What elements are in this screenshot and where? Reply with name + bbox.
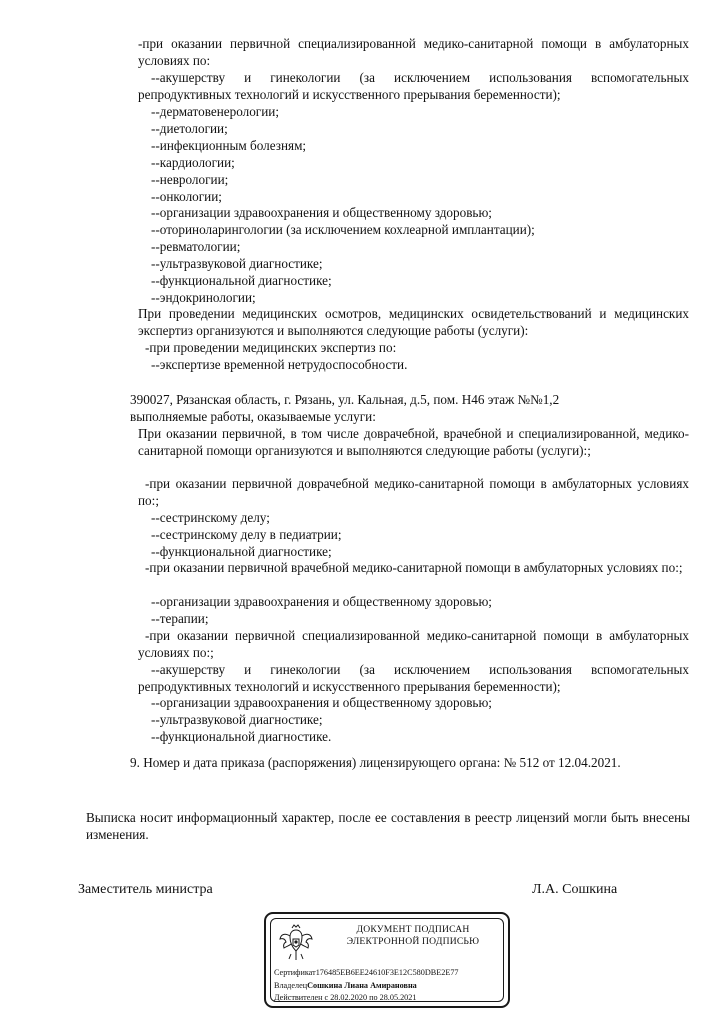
certificate-value: 176485EB6EE24610F3E12C580DBE2E77 bbox=[315, 968, 459, 977]
validity-row: Действителен с 28.02.2020 по 28.05.2021 bbox=[274, 993, 417, 1003]
exams-intro: При проведении медицинских осмотров, медицинских освидетельствований и медицинских экспертиз организуются и выполняются следующие работы (услуги): bbox=[138, 306, 689, 338]
care-intro: При оказании первичной, в том числе доврачебной, врачебной и специализированной, медико-санитарной помощи организуются и выполняются следующие работы (услуги):; bbox=[138, 426, 689, 458]
address-line: 390027, Рязанская область, г. Рязань, ул. Кальная, д.5, пом. Н46 этаж №№1,2 bbox=[130, 392, 560, 407]
certificate-label: Сертификат bbox=[274, 968, 316, 977]
owner-label: Владелец bbox=[274, 980, 308, 990]
certificate-row bbox=[274, 967, 506, 980]
notice: Выписка носит информационный характер, после ее составления в реестр лицензий могли быть внесены изменения. bbox=[86, 810, 690, 842]
list-item: --дерматовенерологии; bbox=[151, 104, 279, 119]
list-item: --ультразвуковой диагностике; bbox=[151, 256, 323, 271]
list-item: --инфекционным болезням; bbox=[151, 138, 307, 153]
list-item: --терапии; bbox=[151, 611, 209, 626]
list-item: --организации здравоохранения и общественному здоровью; bbox=[151, 695, 492, 710]
order-line: 9. Номер и дата приказа (распоряжения) лицензирующего органа: № 512 от 12.04.2021. bbox=[130, 755, 621, 770]
owner-row bbox=[274, 980, 506, 993]
medical-care-intro: -при оказании первичной врачебной медико-санитарной помощи в амбулаторных условиях по:; bbox=[145, 560, 683, 575]
list-item: --функциональной диагностике; bbox=[151, 273, 332, 288]
stamp-title-line2: ЭЛЕКТРОННОЙ ПОДПИСЬЮ bbox=[346, 936, 480, 947]
list-item: --ультразвуковой диагностике; bbox=[151, 712, 323, 727]
list-item: --функциональной диагностике. bbox=[151, 729, 332, 744]
list-item: --сестринскому делу; bbox=[151, 510, 270, 525]
coat-of-arms-icon bbox=[278, 924, 314, 962]
list-item: --неврологии; bbox=[151, 172, 229, 187]
premedical-care-intro: -при оказании первичной доврачебной медико-санитарной помощи в амбулаторных условиях по:; bbox=[138, 476, 689, 508]
stamp-title-line1: ДОКУМЕНТ ПОДПИСАН bbox=[356, 924, 470, 935]
list-item: --акушерству и гинекологии (за исключением использования вспомогательных репродуктивных технологий и искусственного прерывания беременности); bbox=[138, 662, 689, 694]
list-item: --акушерству и гинекологии (за исключением использования вспомогательных репродуктивных технологий и искусственного прерывания беременности); bbox=[138, 70, 689, 102]
specialized-care-intro: -при оказании первичной специализированной медико-санитарной помощи в амбулаторных условиях по: bbox=[138, 36, 689, 68]
signer-name: Л.А. Сошкина bbox=[532, 882, 618, 897]
list-item: --экспертизе временной нетрудоспособности. bbox=[151, 357, 408, 372]
e-signature-stamp bbox=[264, 912, 510, 1008]
list-item: --организации здравоохранения и общественному здоровью; bbox=[151, 205, 492, 220]
list-item: --кардиологии; bbox=[151, 155, 235, 170]
list-item: --эндокринологии; bbox=[151, 290, 256, 305]
list-item: --диетологии; bbox=[151, 121, 228, 136]
signer-position: Заместитель министра bbox=[78, 882, 213, 897]
list-item: --функциональной диагностике; bbox=[151, 544, 332, 559]
list-item: --онкологии; bbox=[151, 189, 222, 204]
list-item: --сестринскому делу в педиатрии; bbox=[151, 527, 342, 542]
stamp-title bbox=[328, 924, 498, 948]
list-item: --ревматологии; bbox=[151, 239, 241, 254]
specialized-care-intro-2: -при оказании первичной специализированной медико-санитарной помощи в амбулаторных условиях по:; bbox=[138, 628, 689, 660]
works-label: выполняемые работы, оказываемые услуги: bbox=[130, 409, 376, 424]
stamp-details bbox=[274, 967, 506, 1005]
list-item: --организации здравоохранения и общественному здоровью; bbox=[151, 594, 492, 609]
exams-subheading: -при проведении медицинских экспертиз по: bbox=[145, 340, 397, 355]
owner-value: Сошкина Лиана Амирановна bbox=[307, 980, 417, 990]
list-item: --оториноларингологии (за исключением кохлеарной имплантации); bbox=[151, 222, 535, 237]
